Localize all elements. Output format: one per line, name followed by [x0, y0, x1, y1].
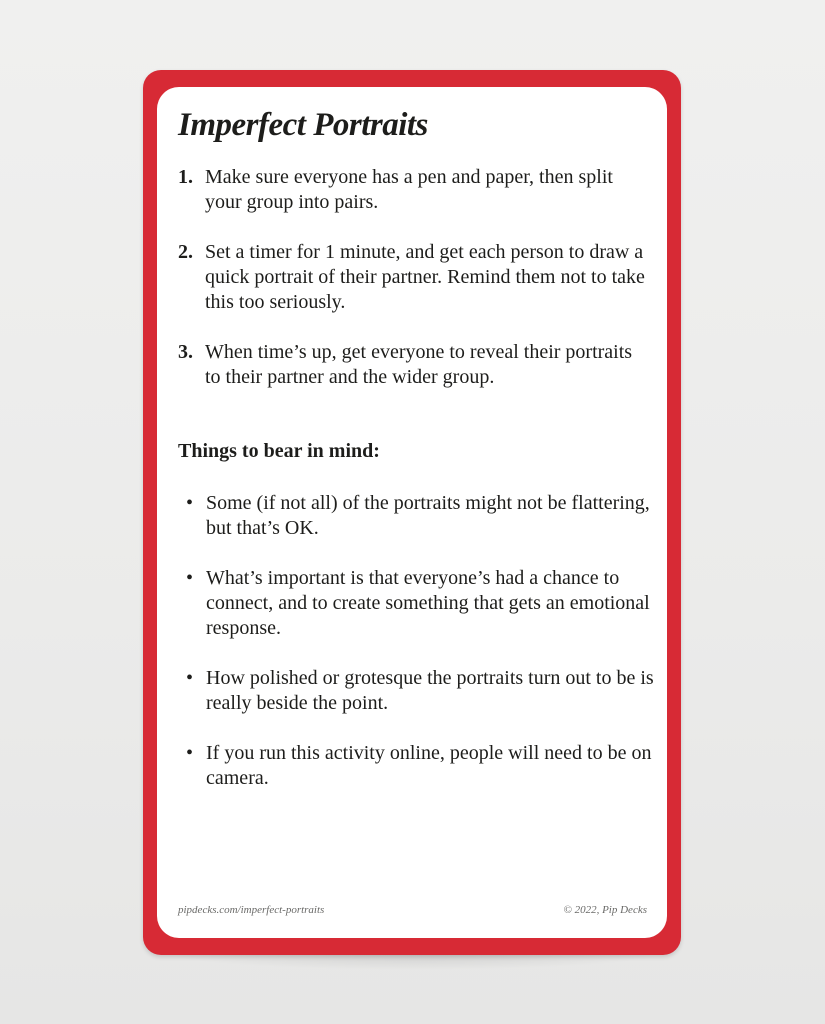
bullet-icon: • — [186, 567, 194, 589]
bullet-icon: • — [186, 667, 194, 689]
card-title: Imperfect Portraits — [178, 107, 428, 143]
step-text: Make sure everyone has a pen and paper, then split your group into pairs. — [205, 166, 613, 213]
note-text: How polished or grotesque the portraits turn out to be is really beside the point. — [206, 667, 654, 714]
note-text: If you run this activity online, people will need to be on camera. — [206, 742, 652, 789]
note-item — [185, 491, 655, 541]
card-face — [157, 87, 667, 938]
note-item — [185, 566, 655, 641]
step-text: When time’s up, get everyone to reveal their portraits to their partner and the wider group. — [205, 341, 633, 388]
step-text: Set a timer for 1 minute, and get each person to draw a quick portrait of their partner. Remind them not to take this too seriously. — [205, 241, 645, 313]
bullet-icon: • — [186, 492, 194, 514]
notes-list — [185, 491, 655, 816]
notes-heading: Things to bear in mind: — [178, 440, 380, 462]
step-number: 2. — [178, 241, 193, 263]
footer-copyright: © 2022, Pip Decks — [563, 904, 647, 916]
step-item — [178, 340, 648, 390]
note-item — [185, 666, 655, 716]
step-number: 3. — [178, 341, 193, 363]
note-text: What’s important is that everyone’s had a chance to connect, and to create something that gets an emotional response. — [206, 567, 650, 639]
note-text: Some (if not all) of the portraits might not be flattering, but that’s OK. — [206, 492, 650, 539]
steps-list — [178, 165, 648, 415]
footer-url: pipdecks.com/imperfect-portraits — [178, 904, 325, 916]
activity-card — [143, 70, 681, 955]
note-item — [185, 741, 655, 791]
step-item — [178, 165, 648, 215]
bullet-icon: • — [186, 742, 194, 764]
step-number: 1. — [178, 166, 193, 188]
step-item — [178, 240, 648, 315]
